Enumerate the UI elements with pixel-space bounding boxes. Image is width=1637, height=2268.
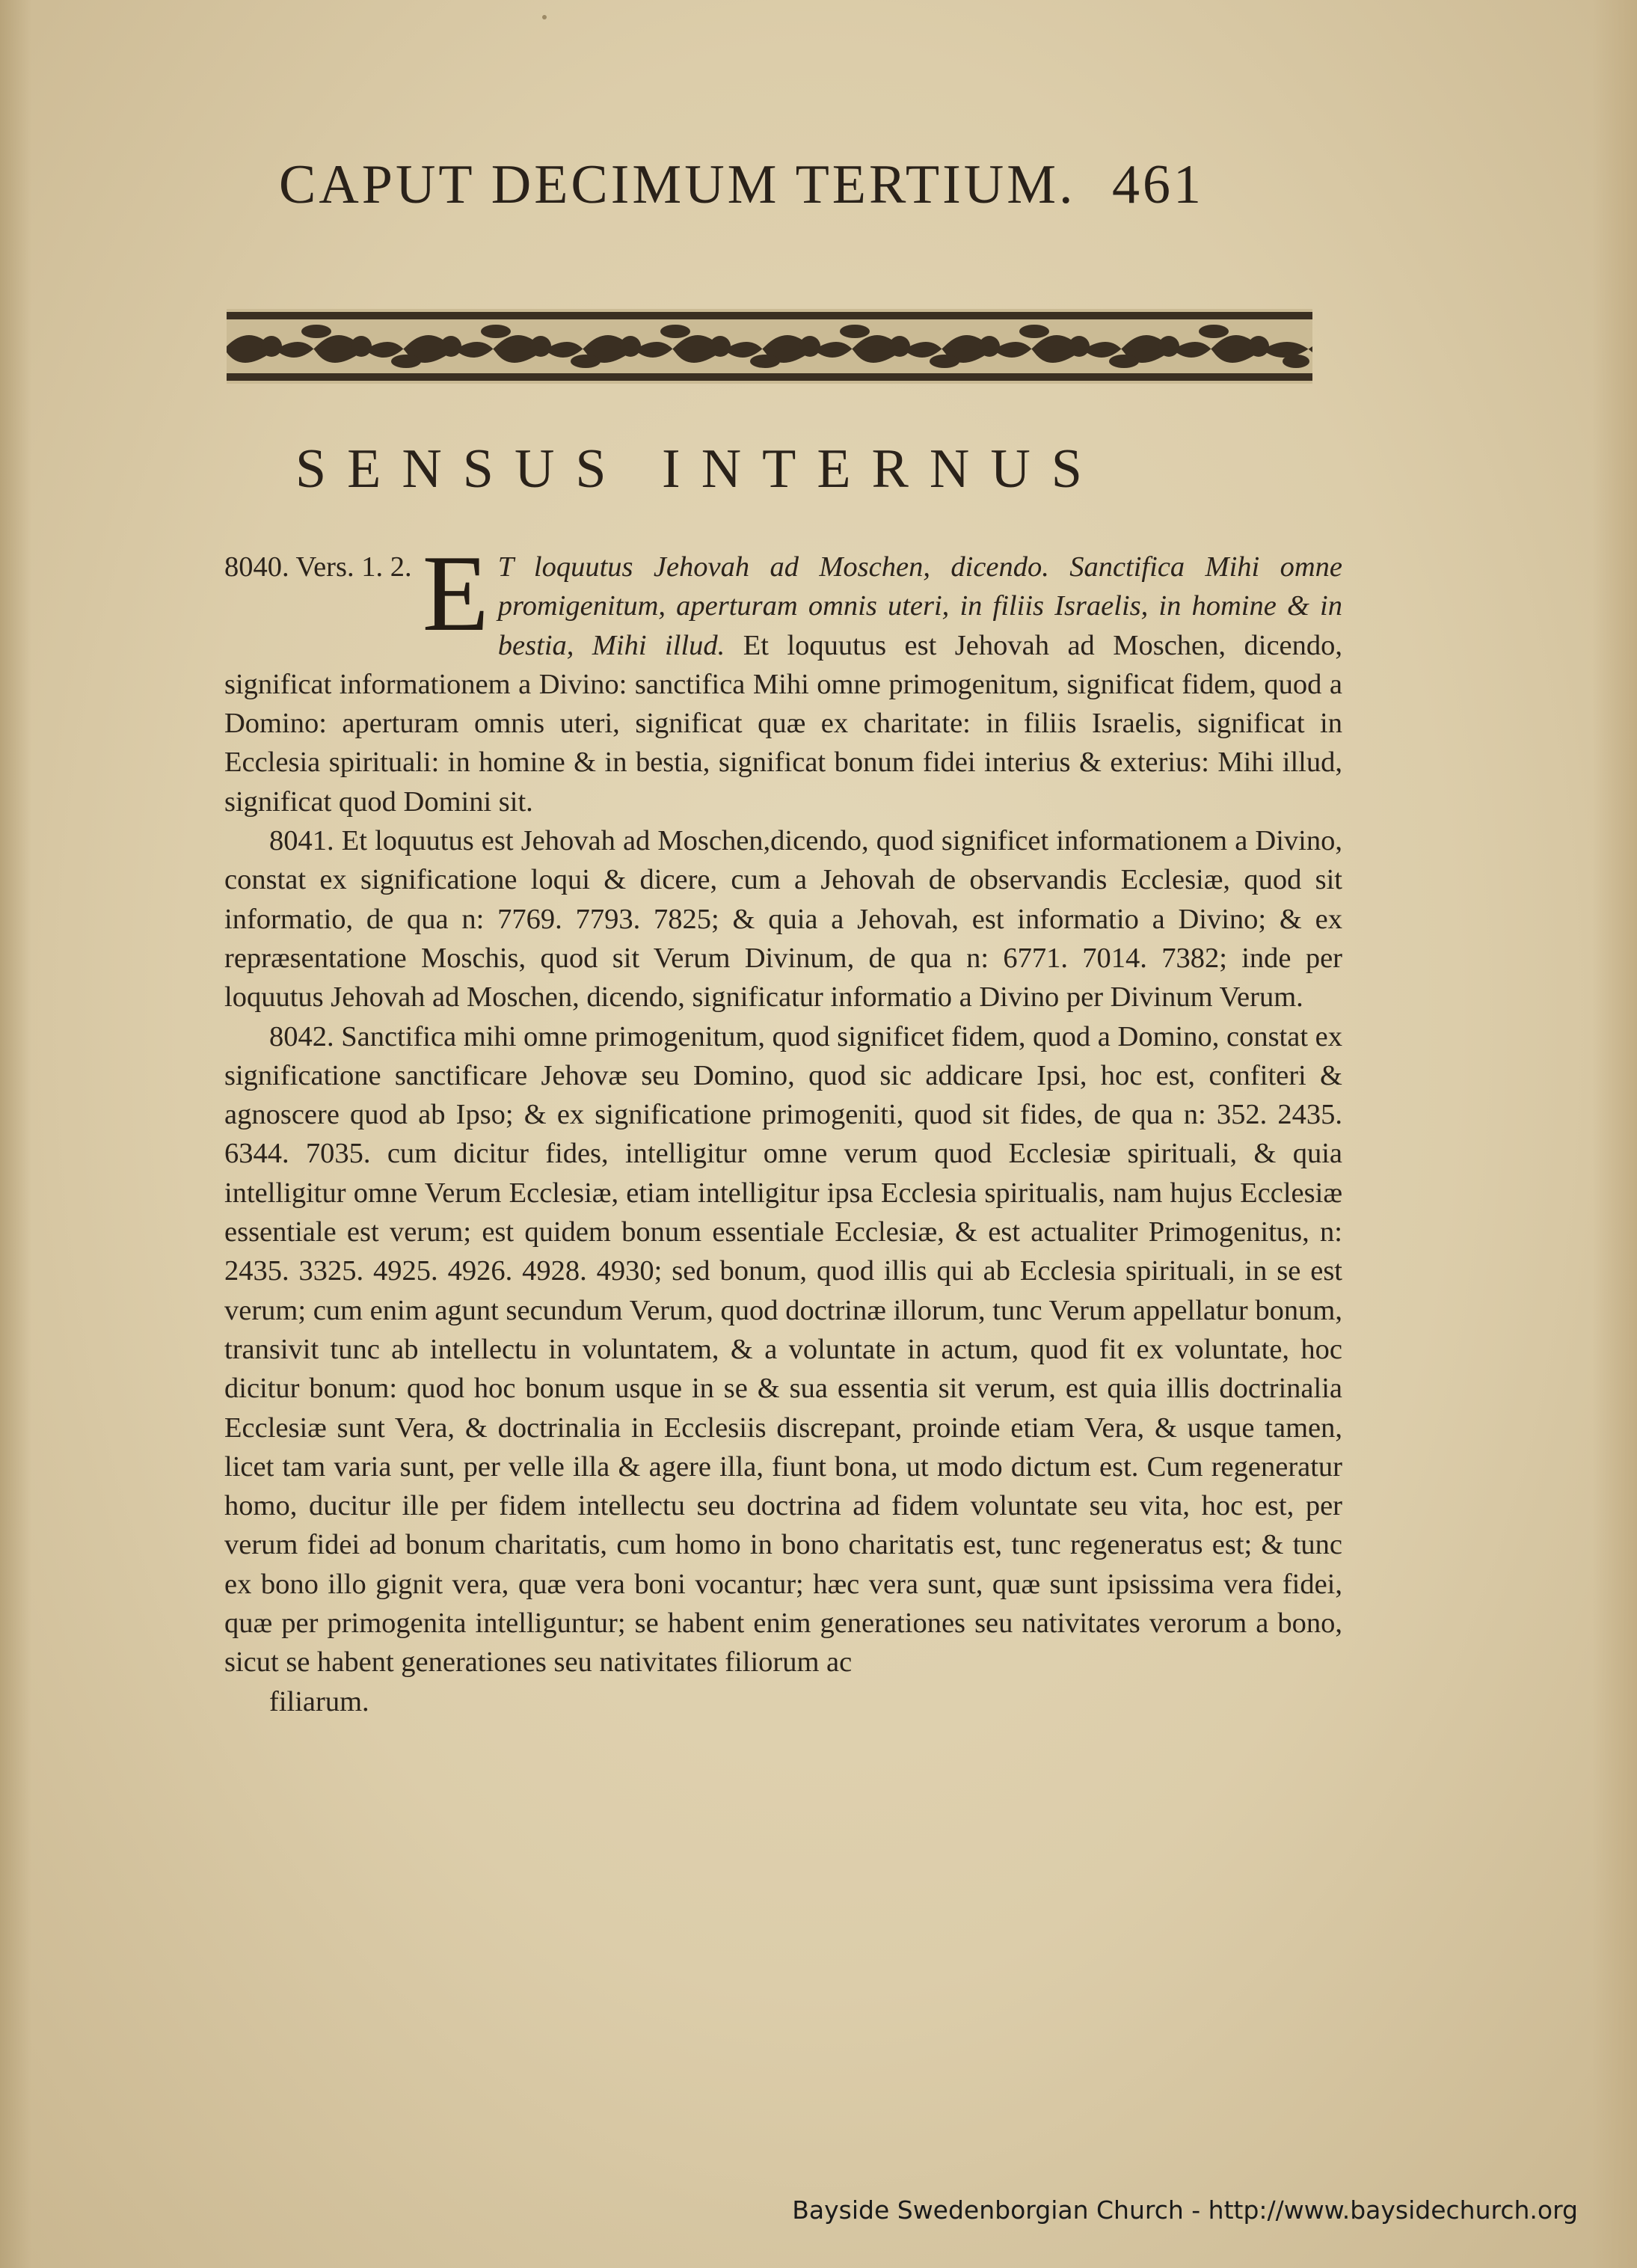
drop-cap: E: [422, 533, 489, 654]
page-edge-shadow-right: [1592, 0, 1637, 2268]
page-number: 461: [1112, 154, 1205, 215]
paragraph-8041: 8041. Et loquutus est Jehovah ad Moschen,dicendo, quod significet informationem a Divino, constat ex significatione loqui & dicere, cum a Jehovah de observandis Ecclesiæ, quod sit informatio, de qua n: 7769. 7793. 7825; & quia a Jehovah, est informatio a Divino; & ex repræsentatione Moschis, quod sit Verum Divinum, de qua n: 6771. 7014. 7382; inde per loquutus Jehovah ad Moschen, dicendo, significatur informatio a Divino per Divinum Verum.: [224, 825, 1342, 1014]
catchword-line: filiarum.: [269, 1685, 369, 1717]
paragraph-number: 8040. Vers. 1. 2.: [224, 551, 412, 583]
verse-text: T loquutus Jehovah ad Moschen, dicendo. Sanctifica Mihi omne promigenitum, aperturam omnis uteri, in filiis Israelis, in homine & in bestia, Mihi illud.: [497, 551, 1342, 661]
running-title: CAPUT DECIMUM TERTIUM.: [279, 154, 1076, 215]
decorative-ornament-band: [227, 309, 1312, 384]
section-title: SENSUS INTERNUS: [295, 438, 1103, 500]
paragraph-8042: 8042. Sanctifica mihi omne primogenitum, quod significet fidem, quod a Domino, constat ex significatione sanctificare Jehovæ seu Domino, quod sic addicare Ipsi, hoc est, confiteri & agnoscere quod ab Ipso; & ex significatione primogeniti, quod sit fides, de qua n: 352. 2435. 6344. 7035. cum dicitur fides, intelligitur omne verum quod Ecclesiæ spirituali, & quia intelligitur omne Verum Ecclesiæ, etiam intelligitur ipsa Ecclesia spiritualis, nam hujus Ecclesiæ essentiale est verum; est quidem bonum essentiale Ecclesiæ, & est actualiter Primogenitus, n: 2435. 3325. 4925. 4926. 4928. 4930; sed bonum, quod illis qui ab Ecclesia spirituali, in se est verum; cum enim agunt secundum Verum, quod doctrinæ illorum, tunc Verum appellatur bonum, transivit tunc ab intellectu in voluntatem, & a voluntate in actum, quod fit ex voluntate, hoc dicitur bonum: quod hoc bonum usque in se & sua essentia sit verum, est quia illis doctrinalia Ecclesiæ sunt Vera, & doctrinalia in Ecclesiis discrepant, proinde etiam Vera, & usque tamen, licet tam varia sunt, per velle illa & agere illa, fiunt bona, ut modo dictum est. Cum regeneratur homo, ducitur ille per fidem intellectu seu doctrina ad fidem voluntate seu vita, hoc est, per verum fidei ad bonum charitatis, cum homo in bono charitatis est, tunc regeneratus est; & tunc ex bono illo gignit vera, quæ vera boni vocantur; hæc vera sunt, quæ sunt ipsissima vera fidei, quæ per primogenita intelliguntur; se habent enim generationes seu nativitates verorum a bono, sicut se habent generationes seu nativitates filiorum ac: [224, 1020, 1342, 1679]
paragraph-text: Et loquutus est Jehovah ad Moschen, dicendo, significat informationem a Divino: sanctifica Mihi omne primogenitum, significat fidem, quod a Domino: aperturam omnis uteri, significat quæ ex charitate: in filiis Israelis, significat in Ecclesia spirituali: in homine & in bestia, significat bonum fidei interius & exterius: Mihi illud, significat quod Domini sit.: [224, 629, 1342, 818]
page-edge-shadow-left: [0, 0, 31, 2268]
body-text: [224, 533, 1342, 1721]
running-head: [279, 153, 1341, 221]
watermark-credit: Bayside Swedenborgian Church - http://www.baysidechurch.org: [792, 2195, 1578, 2225]
ink-spot: [542, 15, 547, 19]
paragraph-8040: [224, 533, 1342, 821]
